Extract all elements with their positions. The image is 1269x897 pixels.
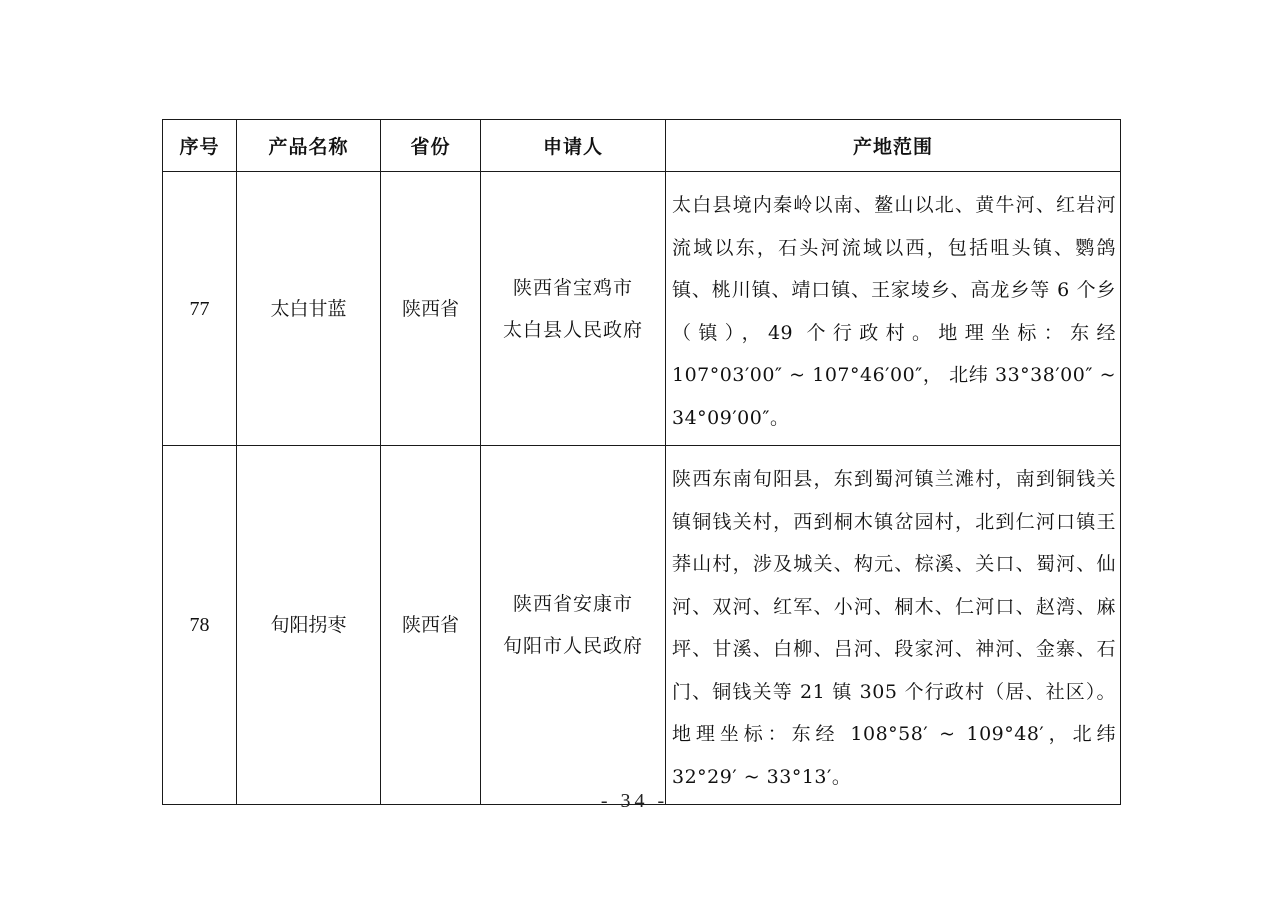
row-origin-range: 陕西东南旬阳县，东到蜀河镇兰滩村，南到铜钱关镇铜钱关村，西到桐木镇岔园村，北到仁河口镇王莽山村，涉及城关、构元、棕溪、关口、蜀河、仙河、双河、红军、小河、桐木、仁河口、赵湾、麻坪、甘溪、白柳、吕河、段家河、神河、金寨、石门、铜钱关等 21 镇 305 个行政村（居、社区）。地理坐标：东经 108°58′ ~ 109°48′，北纬 32°29′ ~ 33°13′。 — [666, 446, 1121, 805]
applicant-city: 陕西省安康市 — [512, 593, 633, 615]
header-province: 省份 — [381, 120, 481, 172]
applicant-city: 陕西省宝鸡市 — [512, 276, 633, 299]
table-header-row — [163, 120, 1121, 172]
page-number: - 34 - — [600, 790, 669, 812]
table-row — [163, 446, 1121, 805]
row-applicant — [481, 446, 666, 805]
product-table — [162, 119, 1121, 805]
row-index: 77 — [163, 172, 237, 446]
row-index: 78 — [163, 446, 237, 805]
header-applicant: 申请人 — [481, 120, 666, 172]
row-origin-range: 太白县境内秦岭以南、鳌山以北、黄牛河、红岩河流域以东，石头河流域以西，包括咀头镇、鹦鸽镇、桃川镇、靖口镇、王家堎乡、高龙乡等 6 个乡（镇），49 个行政村。地理坐标：东经 107°03′00″ ~ 107°46′00″， 北纬 33°38′00″ ~ 34°09′00″。 — [666, 172, 1121, 446]
row-province: 陕西省 — [381, 446, 481, 805]
header-product-name: 产品名称 — [237, 120, 381, 172]
applicant-government: 太白县人民政府 — [502, 318, 643, 341]
applicant-government: 旬阳市人民政府 — [502, 635, 643, 657]
row-product-name: 旬阳拐枣 — [237, 446, 381, 805]
header-origin-range: 产地范围 — [666, 120, 1121, 172]
row-province: 陕西省 — [381, 172, 481, 446]
row-product-name: 太白甘蓝 — [237, 172, 381, 446]
table-row — [163, 172, 1121, 446]
row-applicant — [481, 172, 666, 446]
header-index: 序号 — [163, 120, 237, 172]
